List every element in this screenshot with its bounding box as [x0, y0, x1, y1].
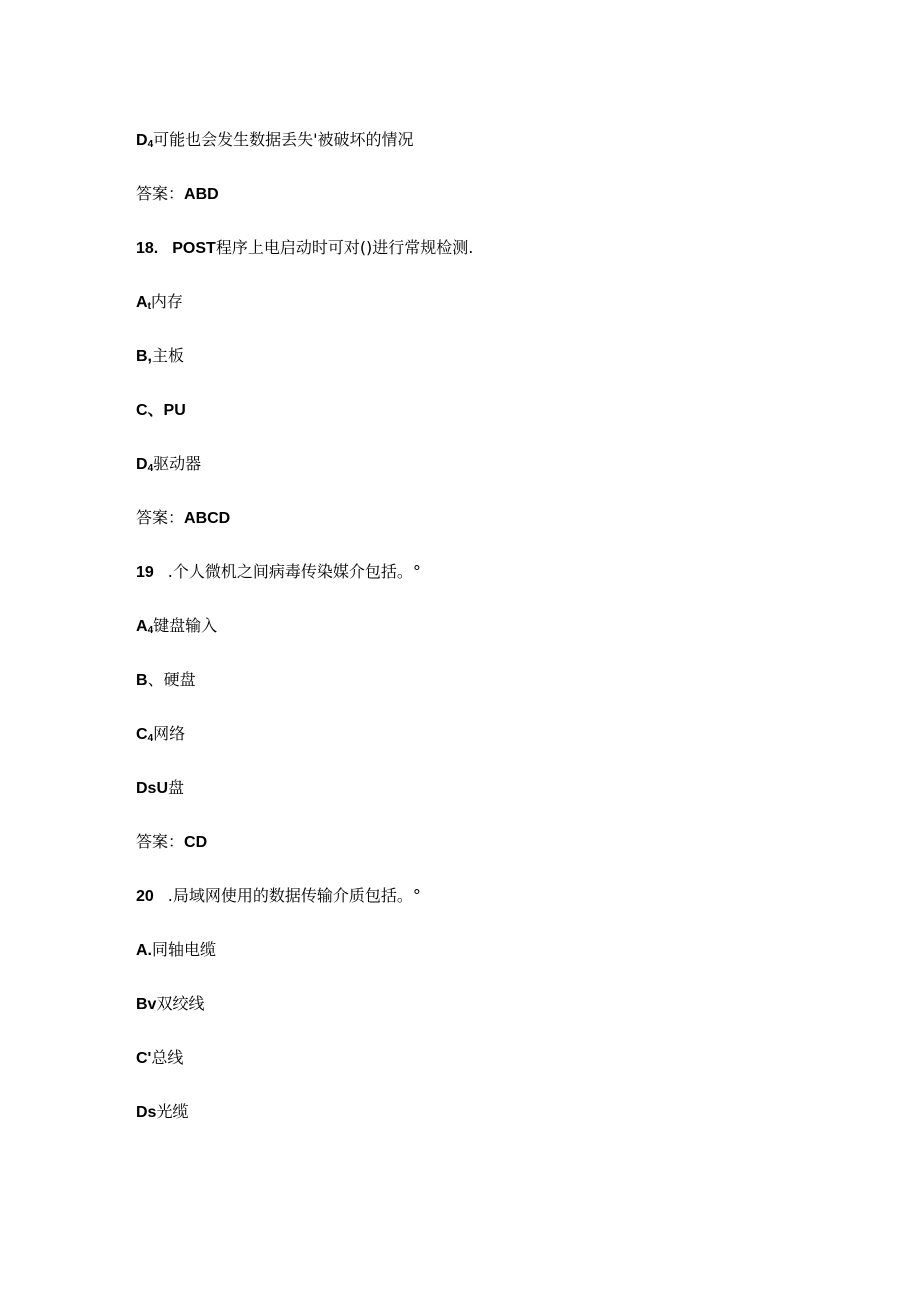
option-letter: B: [136, 672, 148, 689]
option-d-line: [136, 778, 184, 799]
option-subscript: 4: [147, 139, 154, 150]
option-subscript: 4: [147, 733, 154, 744]
option-text: 总线: [151, 1048, 184, 1067]
option-c-line: [136, 1048, 183, 1069]
option-text: 可能也会发生数据丢失'被破坏的情况: [153, 130, 414, 149]
option-text: 网络: [153, 724, 186, 743]
option-subscript: t: [147, 301, 151, 312]
question-20: [136, 886, 421, 907]
answer-label: 答案：: [136, 508, 185, 527]
option-subscript: 4: [147, 463, 154, 474]
option-text: 键盘输入: [153, 616, 218, 635]
question-number: 18.: [136, 240, 159, 257]
question-text: .个人微机之间病毒传染媒介包括。°: [167, 562, 421, 581]
option-letter: Bv: [136, 996, 157, 1013]
option-text: 内存: [150, 292, 183, 311]
option-a-line: [136, 292, 183, 317]
option-c-line: [136, 400, 186, 421]
option-a-line: [136, 940, 216, 961]
option-b-line: [136, 670, 196, 691]
option-text: 盘: [168, 778, 185, 797]
option-text: 主板: [152, 346, 185, 365]
option-text: 同轴电缆: [152, 940, 217, 959]
answer-label: 答案：: [136, 184, 185, 203]
option-text: 驱动器: [153, 454, 202, 473]
option-c-line: [136, 724, 185, 749]
option-letter: A: [136, 294, 148, 311]
question-18: [136, 238, 473, 259]
option-b-line: [136, 346, 184, 367]
option-letter: DsU: [136, 780, 169, 797]
answer-value: ABD: [184, 186, 219, 203]
option-letter: C、PU: [136, 402, 186, 419]
option-letter: D: [136, 456, 148, 473]
option-d-line: [136, 1102, 188, 1123]
answer-line: [136, 508, 230, 529]
option-b-line: [136, 994, 204, 1015]
question-number: 19: [136, 564, 154, 581]
option-subscript: 4: [147, 625, 154, 636]
option-d-line: [136, 454, 201, 479]
option-letter: A: [136, 618, 148, 635]
answer-value: ABCD: [184, 510, 231, 527]
option-d-line: [136, 130, 414, 155]
option-letter: Ds: [136, 1104, 157, 1121]
answer-line: [136, 184, 219, 205]
option-letter: C': [136, 1050, 152, 1067]
option-text: 光缆: [156, 1102, 189, 1121]
option-letter: D: [136, 132, 148, 149]
question-19: [136, 562, 421, 583]
option-a-line: [136, 616, 217, 641]
question-text: .局域网使用的数据传输介质包括。°: [167, 886, 421, 905]
option-text: 双绞线: [156, 994, 205, 1013]
option-letter: A.: [136, 942, 152, 959]
option-letter: C: [136, 726, 148, 743]
option-letter: B,: [136, 348, 152, 365]
option-text: 、硬盘: [147, 670, 196, 689]
question-text: 程序上电启动时可对()进行常规检测.: [215, 238, 474, 257]
question-number: 20: [136, 888, 154, 905]
question-bold-term: POST: [172, 240, 216, 257]
answer-value: CD: [184, 834, 208, 851]
answer-label: 答案：: [136, 832, 185, 851]
answer-line: [136, 832, 207, 853]
